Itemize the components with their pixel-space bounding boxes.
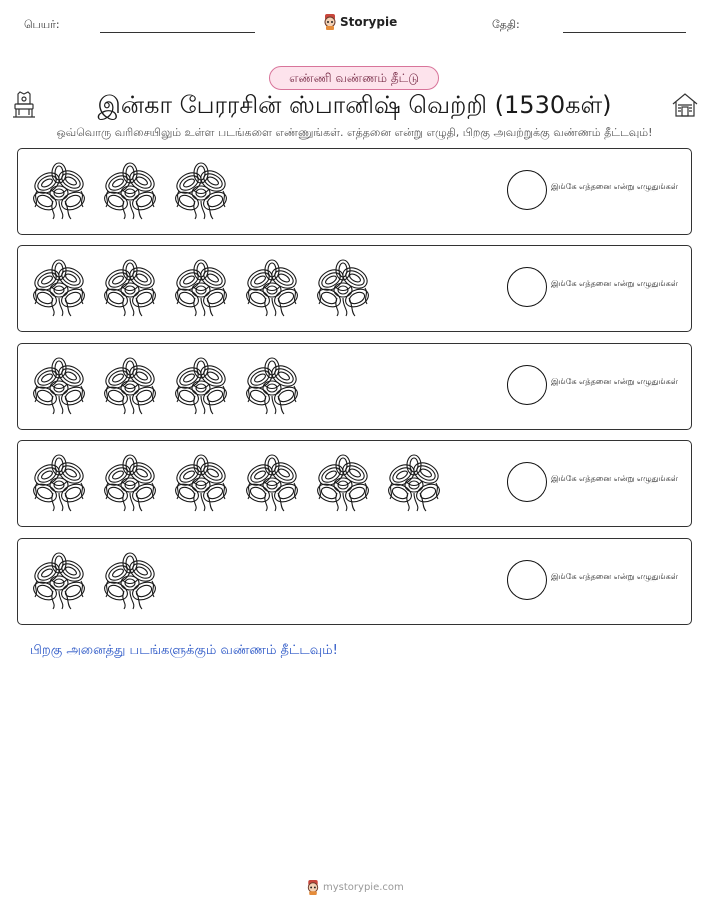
site-url: mystorypie.com [323, 881, 404, 893]
date-label: தேதி: [492, 18, 520, 31]
tangled-thread-icon[interactable] [242, 258, 302, 318]
tangled-thread-icon[interactable] [100, 356, 160, 416]
row-items [29, 258, 373, 318]
tangled-thread-icon[interactable] [100, 258, 160, 318]
tangled-thread-icon[interactable] [171, 258, 231, 318]
row-items [29, 356, 302, 416]
storypie-mascot-icon [323, 13, 337, 30]
tangled-thread-icon[interactable] [171, 453, 231, 513]
answer-circle[interactable] [507, 267, 547, 307]
storypie-logo [323, 13, 397, 30]
answer-circle[interactable] [507, 170, 547, 210]
footer-note: பிறகு அனைத்து படங்களுக்கும் வண்ணம் தீட்டவும்! [30, 643, 338, 658]
tangled-thread-icon[interactable] [171, 161, 231, 221]
row-items [29, 551, 160, 611]
row-items [29, 161, 231, 221]
tangled-thread-icon[interactable] [313, 258, 373, 318]
answer-circle[interactable] [507, 365, 547, 405]
answer-circle[interactable] [507, 462, 547, 502]
answer-circle[interactable] [507, 560, 547, 600]
name-label: பெயர்: [24, 18, 60, 31]
tangled-thread-icon[interactable] [100, 453, 160, 513]
page-title: இன்கா பேரரசின் ஸ்பானிஷ் வெற்றி (1530கள்) [97, 91, 612, 119]
house-icon [671, 92, 699, 118]
tangled-thread-icon[interactable] [29, 551, 89, 611]
count-row [17, 148, 692, 235]
name-write-line[interactable] [100, 32, 255, 33]
instruction-text: ஒவ்வொரு வரிசையிலும் உள்ள படங்களை எண்ணுங்கள். எத்தனை என்று எழுதி, பிறகு அவற்றுக்கு வண்ணம் தீட்டவும்! [56, 126, 653, 139]
answer-hint: இங்கே எத்தனை என்று எழுதுங்கள் [551, 572, 678, 581]
count-row [17, 440, 692, 527]
row-items [29, 453, 444, 513]
tangled-thread-icon[interactable] [29, 258, 89, 318]
tangled-thread-icon[interactable] [242, 453, 302, 513]
date-write-line[interactable] [563, 32, 686, 33]
answer-hint: இங்கே எத்தனை என்று எழுதுங்கள் [551, 377, 678, 386]
footer-brand [306, 879, 404, 895]
tangled-thread-icon[interactable] [171, 356, 231, 416]
activity-badge: எண்ணி வண்ணம் தீட்டு [269, 66, 439, 90]
tangled-thread-icon[interactable] [29, 453, 89, 513]
tangled-thread-icon[interactable] [313, 453, 373, 513]
tangled-thread-icon[interactable] [100, 161, 160, 221]
answer-hint: இங்கே எத்தனை என்று எழுதுங்கள் [551, 474, 678, 483]
count-row [17, 245, 692, 332]
brand-name: Storypie [340, 14, 398, 29]
tangled-thread-icon[interactable] [100, 551, 160, 611]
tangled-thread-icon[interactable] [29, 356, 89, 416]
answer-hint: இங்கே எத்தனை என்று எழுதுங்கள் [551, 279, 678, 288]
tangled-thread-icon[interactable] [384, 453, 444, 513]
tangled-thread-icon[interactable] [29, 161, 89, 221]
answer-hint: இங்கே எத்தனை என்று எழுதுங்கள் [551, 182, 678, 191]
storypie-mascot-icon [306, 879, 320, 895]
count-row [17, 343, 692, 430]
tangled-thread-icon[interactable] [242, 356, 302, 416]
count-row [17, 538, 692, 625]
